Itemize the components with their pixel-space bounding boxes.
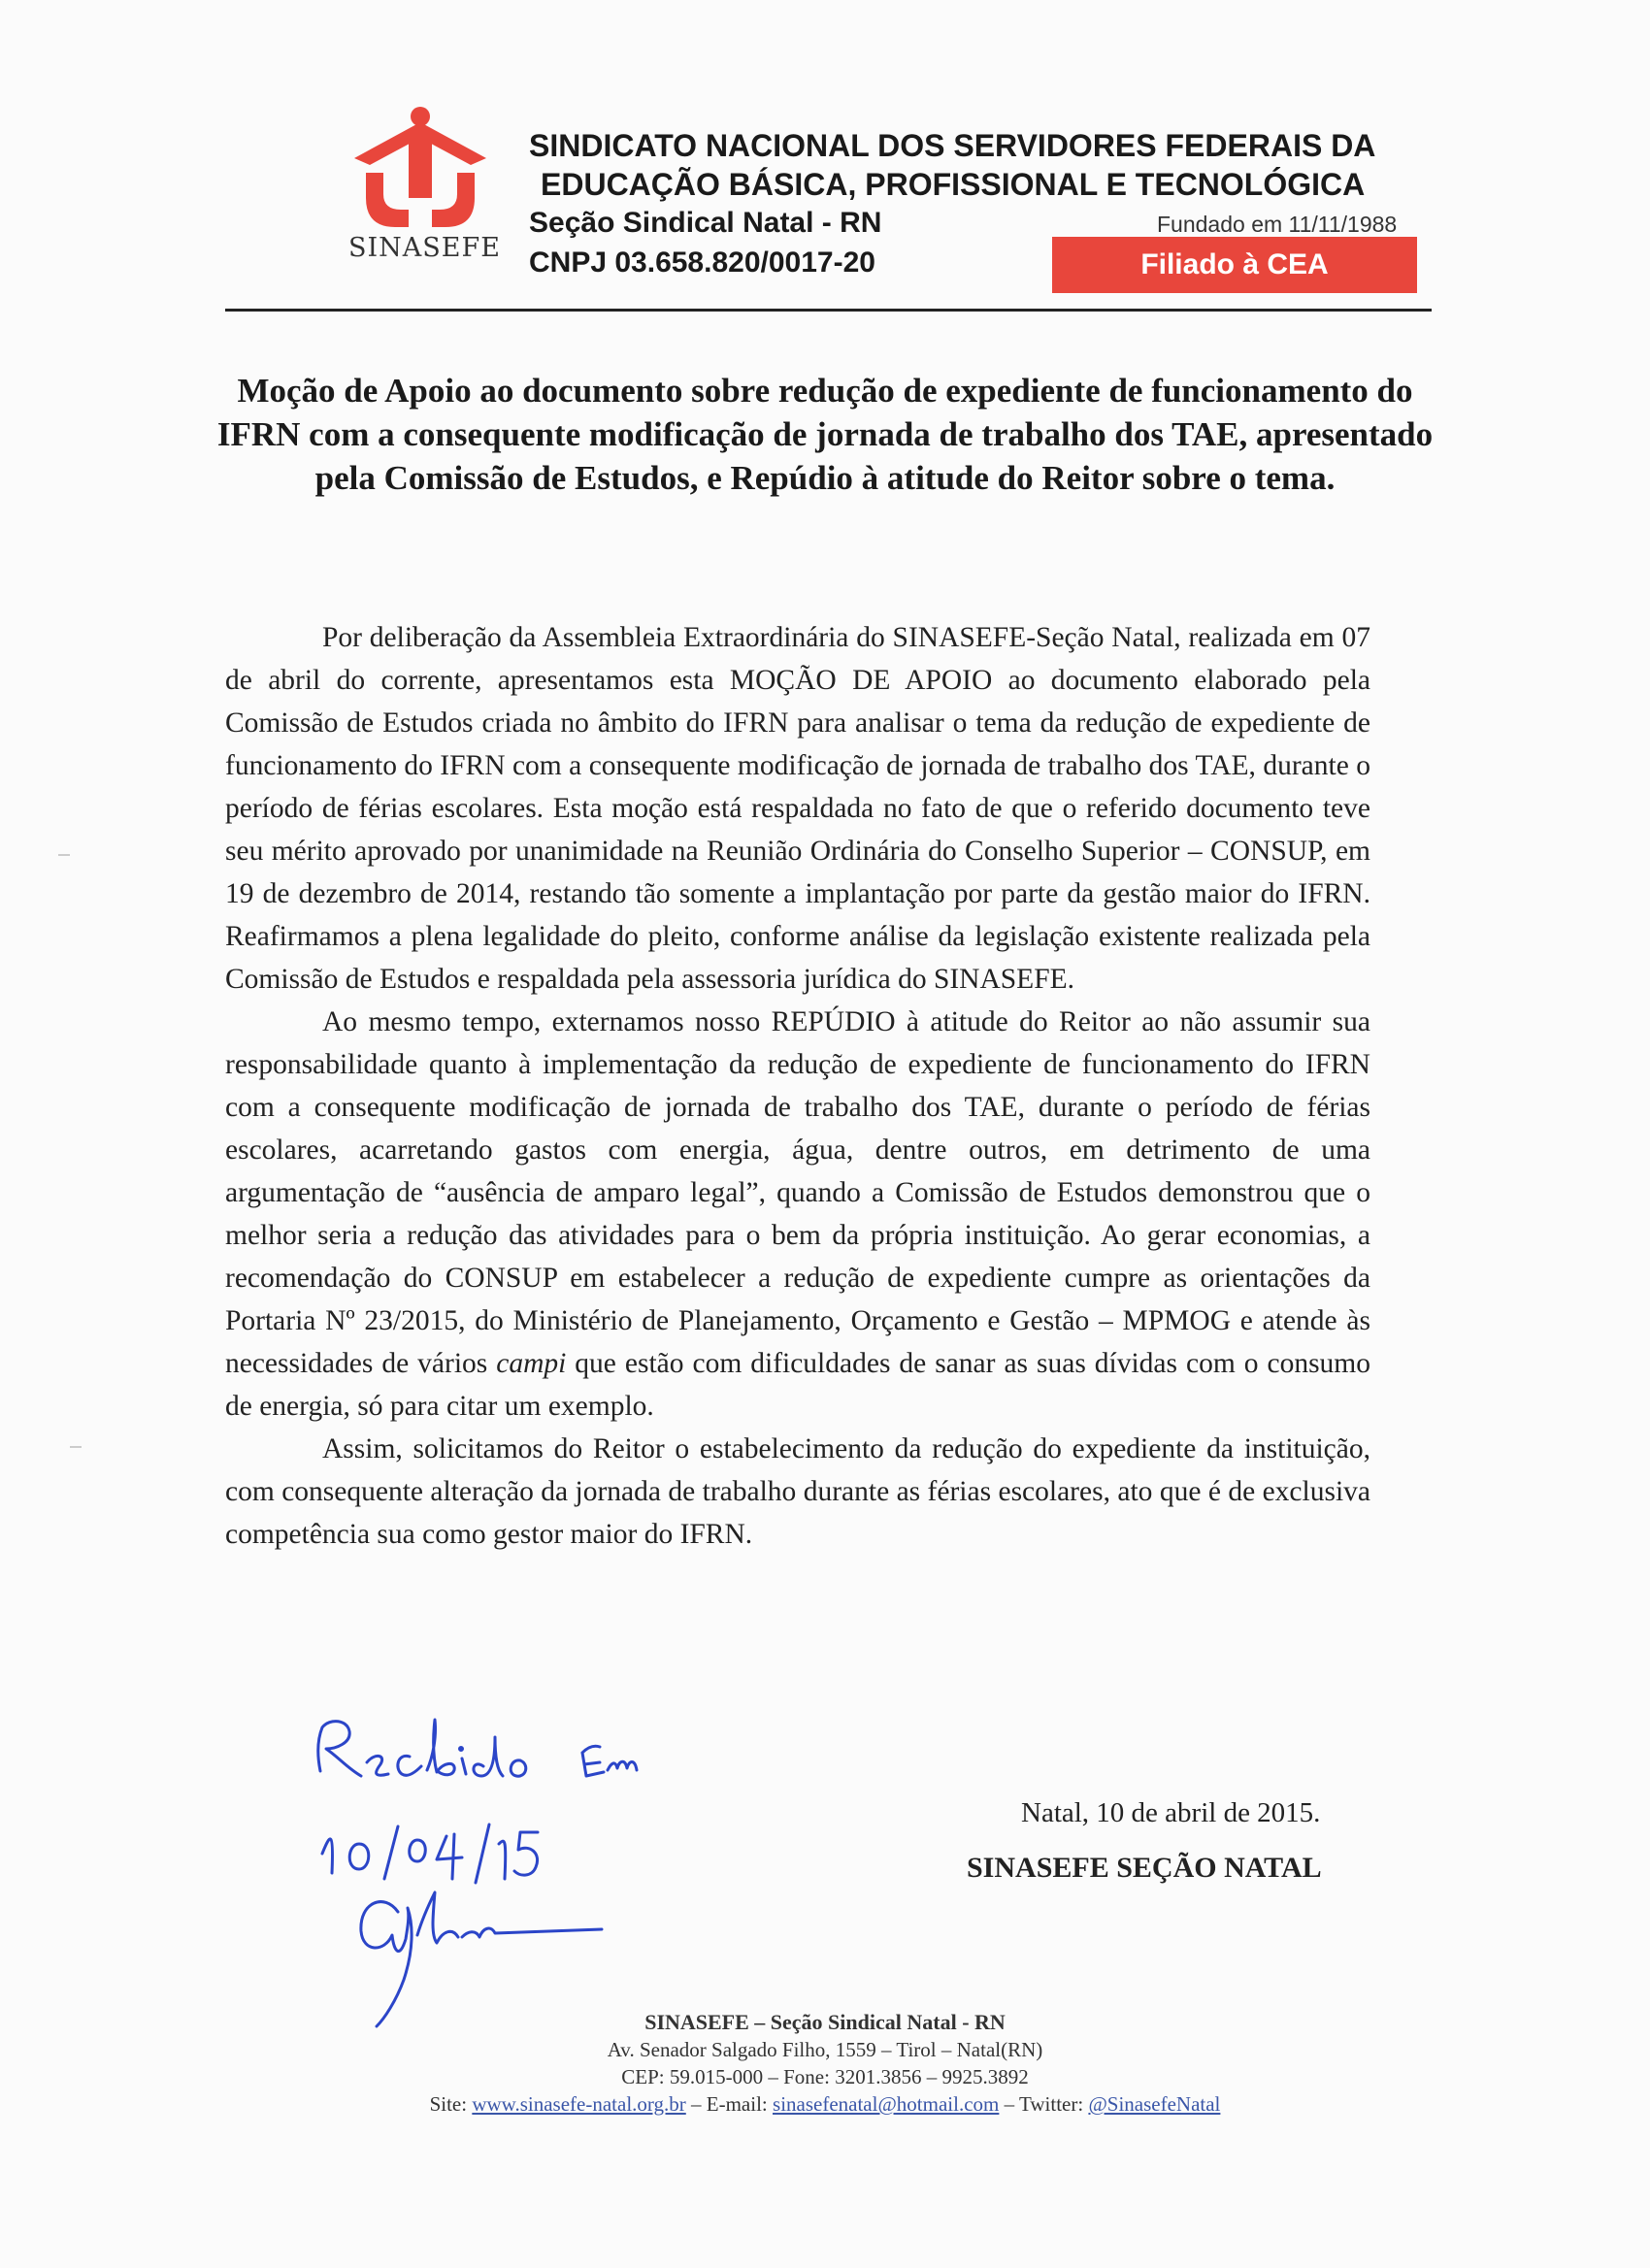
handwritten-receipt-signature [291, 1698, 738, 2028]
founded-date: Fundado em 11/11/1988 [1157, 212, 1398, 237]
site-label: Site: [429, 2092, 473, 2116]
paragraph-2-italic: campi [496, 1348, 567, 1379]
paragraph-2-text-b: que estão com dificuldades de sanar as suas dívidas com o consumo de energia, só para citar um exemplo. [225, 1348, 1370, 1422]
paragraph-3: Assim, solicitamos do Reitor o estabelecimento da redução do expediente da instituição, com consequente alteração da jornada de trabalho durante as férias escolares, ato que é de exclusiva competência sua como gestor maior do IFRN. [225, 1433, 1370, 1550]
footer-links [291, 2090, 1359, 2118]
section-name: Seção Sindical Natal - RN [529, 207, 882, 239]
footer-contact: CEP: 59.015-000 – Fone: 3201.3856 – 9925.3892 [621, 2065, 1029, 2088]
scan-speck [58, 854, 70, 856]
cnpj: CNPJ 03.658.820/0017-20 [529, 247, 875, 279]
footer-address: Av. Senador Salgado Filho, 1559 – Tirol – Natal(RN) [607, 2038, 1043, 2061]
org-name-line1: SINDICATO NACIONAL DOS SERVIDORES FEDERAIS DA [529, 128, 1376, 163]
affiliation-badge: Filiado à CEA [1052, 237, 1417, 293]
sinasefe-logo [345, 105, 500, 270]
document-title: Moção de Apoio ao documento sobre redução de expediente de funcionamento do IFRN com a consequente modificação de jornada de trabalho dos TAE, apresentado pela Comissão de Estudos, e Repúdio à atitude do Reitor sobre o tema. [216, 372, 1434, 497]
site-link[interactable]: www.sinasefe-natal.org.br [472, 2092, 686, 2116]
header-divider [225, 309, 1432, 312]
sinasefe-logo-icon [345, 105, 490, 231]
document-body [225, 616, 1370, 1556]
email-label: – E-mail: [685, 2092, 774, 2116]
org-name-line2: EDUCAÇÃO BÁSICA, PROFISSIONAL E TECNOLÓGICA [541, 167, 1366, 202]
signature-date: Natal, 10 de abril de 2015. [1021, 1797, 1321, 1828]
twitter-label: – Twitter: [999, 2092, 1089, 2116]
paragraph-2-text-a: Ao mesmo tempo, externamos nosso REPÚDIO à atitude do Reitor ao não assumir sua responsabilidade quanto à implementação da redução de expediente de funcionamento do IFRN com a consequente modificação de jornada de trabalho dos TAE, durante o período de férias escolares, acarretando gastos com energia, água, dentre outros, em detrimento de uma argumentação de “ausência de amparo legal”, quando a Comissão de Estudos demonstrou que o melhor seria a redução das atividades para o bem da própria instituição. Ao gerar economias, a recomendação do CONSUP em estabelecer a redução de expediente cumpre as orientações da Portaria Nº 23/2015, do Ministério de Planejamento, Orçamento e Gestão – MPMOG e atende às necessidades de vários [225, 1006, 1370, 1379]
footer-org: SINASEFE – Seção Sindical Natal - RN [644, 2010, 1006, 2034]
email-link[interactable]: sinasefenatal@hotmail.com [773, 2092, 1000, 2116]
paragraph-1: Por deliberação da Assembleia Extraordinária do SINASEFE-Seção Natal, realizada em 07 de abril do corrente, apresentamos esta MOÇÃO DE APOIO ao documento elaborado pela Comissão de Estudos criada no âmbito do IFRN para analisar o tema da redução de expediente de funcionamento do IFRN com a consequente modificação de jornada de trabalho dos TAE, durante o período de férias escolares. Esta moção está respaldada no fato de que o referido documento teve seu mérito aprovado por unanimidade na Reunião Ordinária do Conselho Superior – CONSUP, em 19 de dezembro de 2014, restando tão somente a implantação por parte da gestão maior do IFRN. Reafirmamos a plena legalidade do pleito, conforme análise da legislação existente realizada pela Comissão de Estudos e respaldada pela assessoria jurídica do SINASEFE. [225, 622, 1370, 995]
twitter-link[interactable]: @SinasefeNatal [1088, 2092, 1221, 2116]
paragraph-2 [225, 1001, 1370, 1428]
signature-org: SINASEFE SEÇÃO NATAL [967, 1852, 1322, 1884]
logo-text: SINASEFE [348, 233, 501, 263]
scan-speck [70, 1446, 82, 1448]
footer [291, 2009, 1359, 2118]
